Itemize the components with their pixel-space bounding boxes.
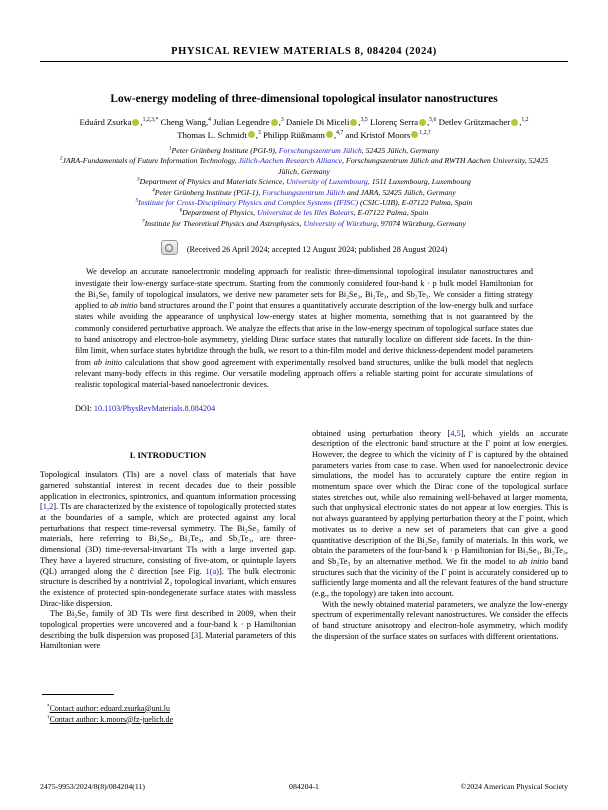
text-run: , — [519, 117, 522, 127]
text-run: * — [47, 702, 50, 709]
text-run: ab initio — [518, 556, 549, 566]
orcid-icon[interactable] — [511, 119, 518, 126]
text-run: Llorenç Serra — [367, 117, 419, 127]
inline-link[interactable]: 3 — [194, 630, 199, 640]
affiliation-7 — [52, 219, 556, 229]
text-run: band structures around the Γ point that ensures a quantitatively accurate description of the low-energy bulk and surface states while avoiding the appearance of unphysical low-energy states at higher momenta, something that is not guaranteed by the commonly considered perturbative approach. We analyze the effects that arise in the low-energy spectrum of topological surface states due to band anisotropy and electron-hole asymmetry, yielding Dirac surface states that naturally localize on different side facets. In the thin-film limit, when surface states hybridize through the bulk, we resort to a thin-film model and derive thickness-dependent model parameters from — [75, 301, 533, 367]
text-run: and Kristof Moors — [343, 129, 411, 140]
footer-page-number: 084204-1 — [289, 782, 319, 791]
orcid-icon[interactable] — [350, 119, 357, 126]
text-run: With the newly obtained material parameters, we analyze the low-energy spectrum of experimentally relevant nanostructures. We consider the effects of band structure anisotropy and electron-hole asymmetry, which modify the dispersion of the surface states on surfaces with different orientations. — [312, 599, 568, 641]
author-line-2 — [0, 129, 608, 142]
author-block — [0, 116, 608, 141]
orcid-icon[interactable] — [248, 131, 255, 138]
affiliation-5 — [52, 198, 556, 208]
text-run: 2 — [59, 155, 63, 162]
text-run: 3 — [257, 129, 261, 136]
text-run: (CSIC-UIB), E-07122 Palma, Spain — [358, 198, 473, 208]
text-run: Detlev Grützmacher — [436, 117, 511, 127]
right-column — [312, 429, 568, 725]
text-run: , 97074 Würzburg, Germany — [376, 218, 466, 228]
text-run: DOI: — [75, 403, 94, 413]
text-run: Thomas L. Schmidt — [177, 129, 247, 140]
footnote-contact-1 — [40, 703, 296, 714]
footnote-rule — [42, 694, 114, 695]
inline-link[interactable]: Jülich-Aachen Research Alliance — [238, 156, 343, 166]
text-run: 7 — [142, 218, 145, 225]
orcid-icon[interactable] — [132, 119, 139, 126]
text-run: obtained using perturbation theory [ — [312, 428, 451, 438]
text-run: , 1511 Luxembourg, Luxembourg — [367, 177, 471, 187]
received-line — [0, 240, 608, 255]
text-run: , 52425 Jülich, Germany — [361, 146, 440, 155]
doi-line — [75, 404, 533, 413]
affiliation-6 — [52, 208, 556, 218]
text-run: 4 — [152, 187, 155, 194]
text-run: calculations that show good agreement with experimentally resolved band structures, unlike the bulk model that neglects relevant many-body effects in this regime. Our versatile modeling approach offers a reliable starting point for accurate simulations of realistic topological material-based nanoelectronic devices. — [75, 357, 534, 390]
text-run: Department of Physics, — [182, 208, 258, 218]
inline-link[interactable]: Institute for Cross-Disciplinary Physics and Complex Systems (IFISC) — [138, 198, 359, 208]
inline-link[interactable]: 1(a) — [205, 566, 219, 576]
footnote-contact-2 — [40, 714, 296, 725]
affiliation-1 — [52, 146, 556, 156]
text-run: , — [140, 117, 143, 127]
two-column-body — [40, 429, 568, 725]
text-run: , E-07122 Palma, Spain — [353, 208, 429, 218]
text-run: , Forschungszentrum Jülich and RWTH Aachen University, 52425 Jülich, Germany — [278, 156, 549, 176]
left-column — [40, 429, 296, 725]
orcid-icon[interactable] — [411, 131, 418, 138]
intro-paragraph-2 — [40, 609, 296, 652]
text-run: 4 — [208, 117, 211, 124]
text-run: ]. TIs are characterized by the existence of topologically protected states at the boundaries of a sample, which are protected against any local perturbations that respect time-reversal symmetry. The Bi₂Se₃ family of materials, here referring to Bi₂Se₃, Bi₂Te₃, and Sb₂Te₃, are three-dimensional (3D) time-reversal-invariant TIs with a large inverted gap. They have a layered structure, consisting of five-atom, or quintuple layers (QL) arranged along the ĉ direction [see Fig. — [40, 502, 296, 576]
orcid-icon[interactable] — [271, 119, 278, 126]
inline-link[interactable]: 4,5 — [450, 428, 461, 438]
text-run: Cheng Wang, — [158, 117, 209, 127]
text-run: and JARA, 52425 Jülich, Germany — [345, 187, 456, 197]
text-run: We develop an accurate nanoelectronic modeling approach for realistic three-dimensional topological insulator nanostructures and investigate their low-energy surface-state spectrum. Starting from the commonly considered four-band k · p bulk model Hamiltonian for the Bi₂Se₃ family of topological insulators, we derive new parameter sets for Bi₂Se₃, Bi₂Te₃, and Sb₂Te₃. We consider a fitting strategy applied to — [75, 267, 533, 311]
text-run: Julian Legendre — [210, 117, 270, 127]
inline-link[interactable]: Contact author: eduard.zsurka@uni.lu — [49, 703, 170, 713]
text-run: 3 — [137, 176, 140, 183]
intro-paragraph-3 — [312, 429, 568, 600]
footer-issn: 2475-9953/2024/8(8)/084204(11) — [40, 782, 145, 791]
inline-link[interactable]: 10.1103/PhysRevMaterials.8.084204 — [93, 403, 216, 413]
orcid-icon[interactable] — [419, 119, 426, 126]
text-run: Topological insulators (TIs) are a novel class of materials that have garnered substantial interest in recent decades due to their possible application in electronics, spintronics, and quantum information processing [ — [40, 470, 296, 512]
text-run: , — [333, 129, 337, 140]
affiliations — [0, 146, 608, 229]
orcid-icon[interactable] — [326, 131, 333, 138]
text-run: 3,5 — [360, 117, 368, 124]
text-run: Peter Grünberg Institute (PGI-9), — [171, 146, 279, 155]
affiliation-4 — [52, 188, 556, 198]
crossmark-circle — [165, 244, 173, 252]
inline-link[interactable]: Forschungszentrum Jülich — [262, 187, 346, 197]
text-run: 1,2 — [521, 117, 529, 124]
inline-link[interactable]: University of Würzburg — [303, 218, 377, 228]
text-run: Department of Physics and Materials Science, — [139, 177, 287, 187]
text-run: 5,6 — [429, 117, 437, 124]
text-run: Philipp Rüßmann — [260, 129, 325, 140]
text-run: 3 — [280, 117, 284, 124]
abstract-text — [75, 266, 533, 390]
text-run: , — [427, 117, 430, 127]
text-run: JARA-Fundamentals of Future Information Technology, — [62, 156, 239, 166]
text-run: Daniele Di Miceli — [283, 117, 350, 127]
text-run: 4,7 — [336, 129, 344, 136]
inline-link[interactable]: Contact author: k.moors@fz-juelich.de — [49, 714, 173, 724]
text-run: ]. Material parameters of this Hamiltonian were — [40, 630, 296, 651]
crossmark-icon[interactable] — [161, 240, 178, 255]
text-run: , — [278, 117, 281, 127]
text-run: Eduárd Zsurka — [79, 117, 132, 127]
footer-copyright: ©2024 American Physical Society — [460, 782, 568, 791]
text-run: 1,2,† — [419, 129, 431, 136]
text-run: band structures such that the vicinity of the Γ point is accurately considered up to sufficiently large momenta and all the relevant features of the band structure (e.g., the topology) are taken into account. — [312, 556, 568, 599]
text-run: , — [255, 129, 258, 140]
header-rule — [40, 61, 568, 62]
text-run: ab initio — [93, 357, 123, 367]
affiliation-2 — [52, 156, 556, 177]
intro-paragraph-1 — [40, 470, 296, 609]
text-run: , — [358, 117, 361, 127]
paper-title: Low-energy modeling of three-dimensional topological insulator nanostructures — [110, 93, 498, 105]
intro-heading: I. INTRODUCTION — [129, 449, 207, 460]
received-text: (Received 26 April 2024; accepted 12 August 2024; published 28 August 2024) — [186, 245, 448, 255]
text-run: Peter Grünberg Institute (PGI-1), — [154, 187, 263, 197]
text-run: 1 — [168, 145, 172, 152]
text-run: ]. The bulk electronic structure is described by a nontrivial Z₂ topological invariant, which ensures the existence of protected spin-nondegenerate surface states with massless Dirac-like dispersion. — [40, 566, 296, 608]
text-run: 5 — [135, 197, 139, 204]
text-run: ab initio — [109, 301, 138, 311]
page-footer — [40, 782, 568, 793]
inline-link[interactable]: Forschungszentrum Jülich — [278, 146, 362, 155]
inline-link[interactable]: Universitat de les Illes Balears — [257, 208, 354, 218]
text-run: 6 — [179, 207, 183, 214]
text-run: 1,2,3,* — [142, 117, 159, 124]
intro-paragraph-4 — [312, 600, 568, 643]
journal-header: PHYSICAL REVIEW MATERIALS 8, 084204 (2024) — [171, 46, 437, 57]
author-line-1 — [0, 116, 608, 129]
text-run: ], which yields an accurate description of the electronic band structure at the Γ point at low energies. However, the degree to which the vicinity of Γ is captured by the obtained parameters varies from case to case. When used for nanoelectronic device simulations, the model has to accurately capture the entire region in momentum space over which the Dirac cone of the topological surface states stretches out, while also remaining well-behaved at larger momenta, such that unphysical electronic states do not appear at low energies. This is not always guaranteed by applying perturbation theory at the Γ point, which motivates us to derive a new set of parameters that can give a good quantitative description of the Bi₂Se₃ family of materials. In this work, we obtain the parameters of the four-band k · p Hamiltonian for Bi₂Se₃, Bi₂Te₃, and Sb₂Te₃ by an alternative method. We fit the model to — [312, 428, 568, 566]
inline-link[interactable]: 1,2 — [42, 502, 54, 512]
affiliation-3 — [52, 177, 556, 187]
text-run: The Bi₂Se₃ family of 3D TIs were first described in 2009, when their topological properties were uncovered and a four-band k · p Hamiltonian describing the bulk dispersion was proposed [ — [40, 609, 296, 640]
text-run: † — [47, 713, 50, 720]
text-run: Institute for Theoretical Physics and Astrophysics, — [144, 218, 304, 228]
footnote-block — [40, 694, 296, 725]
inline-link[interactable]: University of Luxembourg — [286, 177, 368, 187]
